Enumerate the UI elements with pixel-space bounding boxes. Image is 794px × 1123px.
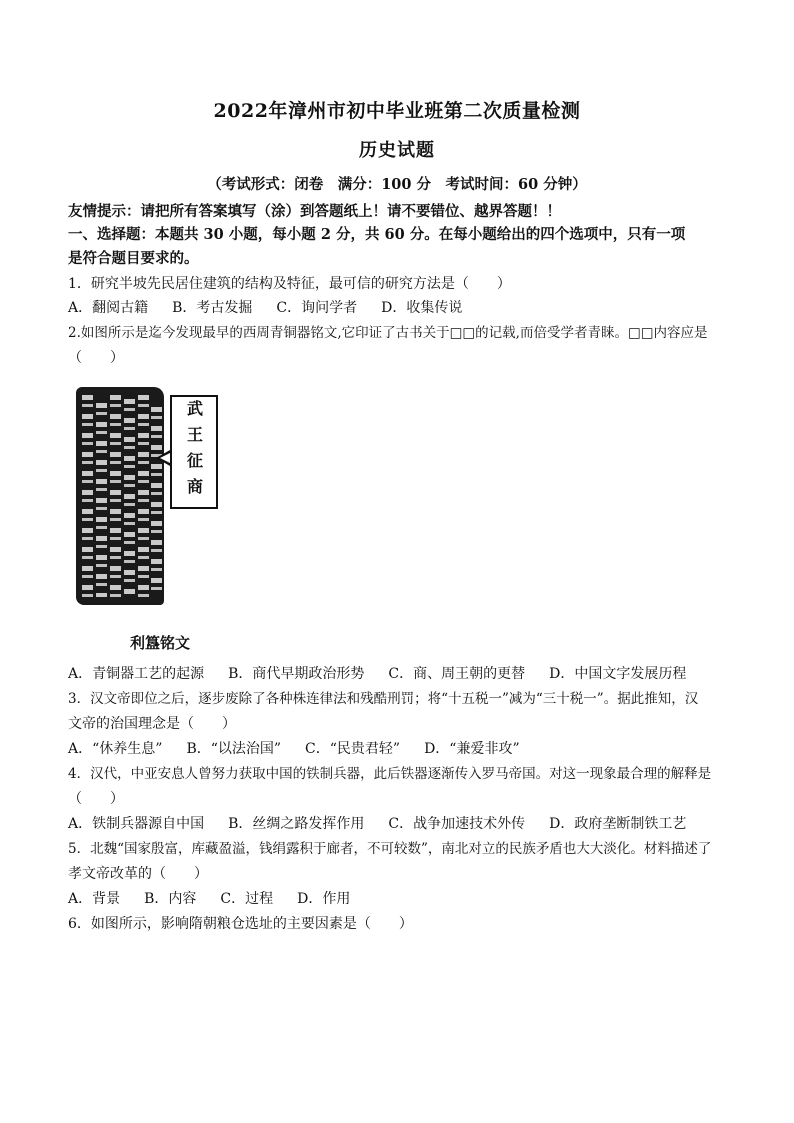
question-6-stem: 6．如图所示，影响隋朝粮仓选址的主要因素是（ ） [68, 916, 413, 932]
q1-option-c[interactable]: C．询问学者 [276, 300, 358, 316]
exam-info: （考试形式：闭卷 满分：100 分 考试时间：60 分钟） [207, 176, 587, 193]
q4-option-a[interactable]: A．铁制兵器源自中国 [68, 816, 205, 832]
q2-option-d[interactable]: D．中国文字发展历程 [549, 666, 687, 682]
q5-option-c[interactable]: C．过程 [220, 891, 274, 907]
q4-option-c[interactable]: C．战争加速技术外传 [388, 816, 526, 832]
inscription-rubbing-image [76, 387, 164, 605]
exam-subject: 历史试题 [359, 140, 435, 161]
q3-option-a[interactable]: A．“休养生息” [68, 741, 163, 757]
question-4-options [68, 812, 736, 837]
figure-caption: 利簋铭文 [130, 634, 191, 652]
q1-option-b[interactable]: B．考古发掘 [172, 300, 253, 316]
question-2-stem-line2: （ ） [68, 350, 124, 366]
question-3-options [68, 737, 736, 762]
callout-box [170, 395, 218, 509]
q2-option-c[interactable]: C．商、周王朝的更替 [388, 666, 526, 682]
q1-option-a[interactable]: A．翻阅古籍 [68, 300, 149, 316]
section-heading-line1: 一、选择题：本题共 30 小题，每小题 2 分，共 60 分。在每小题给出的四个选项中，只有一项 [68, 226, 686, 243]
q1-option-d[interactable]: D．收集传说 [381, 300, 463, 316]
section-heading-line2: 是符合题目要求的。 [68, 250, 199, 267]
q3-option-c[interactable]: C．“民贵君轻” [305, 741, 401, 757]
q5-option-b[interactable]: B．内容 [144, 891, 197, 907]
q3-option-b[interactable]: B．“以法治国” [186, 741, 282, 757]
question-5-stem-line2: 孝文帝改革的（ ） [68, 866, 208, 882]
question-1-options [68, 296, 736, 321]
q3-option-d[interactable]: D．“兼爱非攻” [424, 741, 520, 757]
question-1-stem: 1．研究半坡先民居住建筑的结构及特征，最可信的研究方法是（ ） [68, 276, 511, 292]
question-2-stem-line1: 2.如图所示是迄今发现最早的西周青铜器铭文,它印证了古书关于□□的记载,而倍受学者青睐。□□内容应是 [68, 325, 708, 341]
question-4-stem-line1: 4．汉代，中亚安息人曾努力获取中国的铁制兵器，此后铁器逐渐传入罗马帝国。对这一现象最合理的解释是 [68, 766, 712, 782]
callout-text: 武王征商 [184, 400, 204, 504]
notice: 友情提示：请把所有答案填写（涂）到答题纸上！请不要错位、越界答题！！ [68, 203, 561, 220]
exam-title: 2022年漳州市初中毕业班第二次质量检测 [213, 100, 581, 122]
q2-option-a[interactable]: A．青铜器工艺的起源 [68, 666, 205, 682]
q4-option-d[interactable]: D．政府垄断制铁工艺 [549, 816, 687, 832]
q5-option-d[interactable]: D．作用 [297, 891, 351, 907]
question-3-stem-line1: 3．汉文帝即位之后，逐步废除了各种株连律法和残酷刑罚；将“十五税一”减为“三十税一”。据此推知，汉 [68, 691, 699, 707]
q4-option-b[interactable]: B．丝绸之路发挥作用 [228, 816, 365, 832]
question-4-stem-line2: （ ） [68, 791, 124, 807]
q5-option-a[interactable]: A．背景 [68, 891, 121, 907]
question-2-options [68, 662, 736, 687]
question-5-options [68, 887, 736, 912]
q2-option-b[interactable]: B．商代早期政治形势 [228, 666, 365, 682]
question-5-stem-line1: 5．北魏“国家殷富，库藏盈溢，钱绢露积于廊者，不可较数”，南北对立的民族矛盾也大大淡化。材料描述了 [68, 841, 712, 857]
question-3-stem-line2: 文帝的治国理念是（ ） [68, 716, 236, 732]
